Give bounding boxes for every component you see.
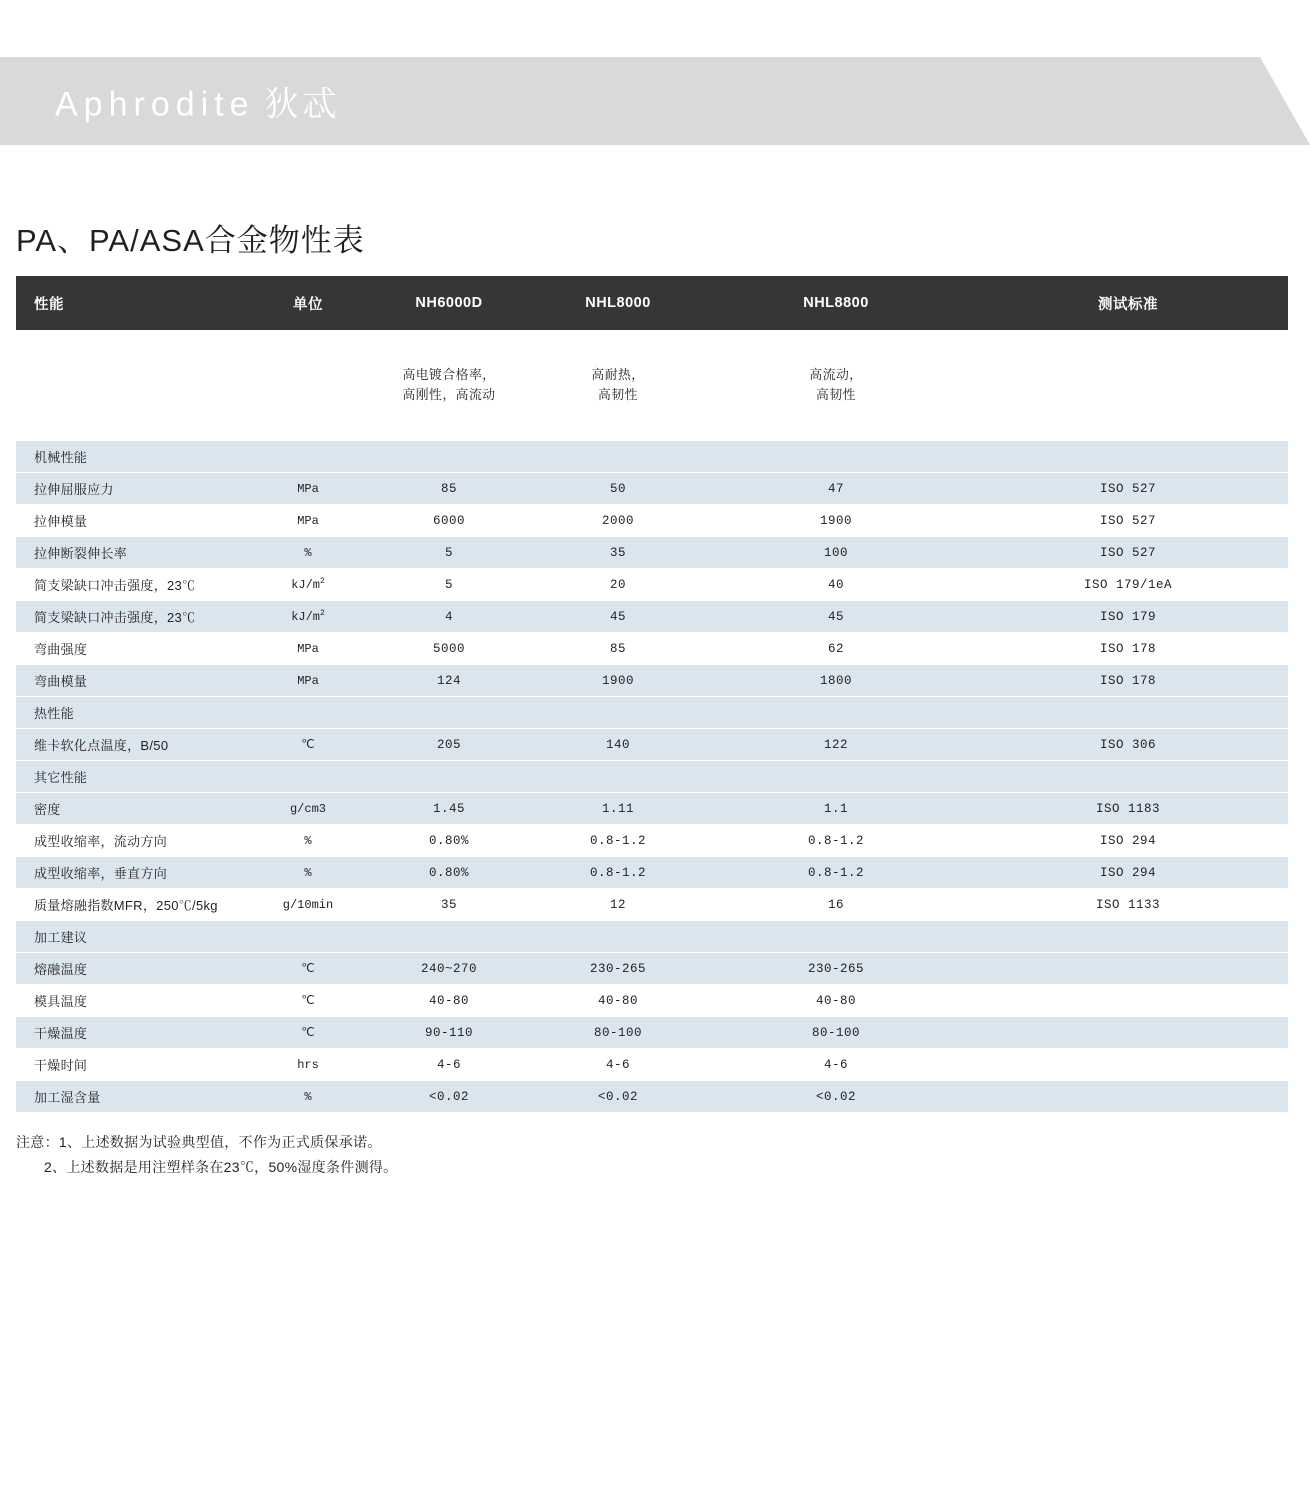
table-row [16,1049,1288,1081]
cell-standard: ISO 1183 [968,793,1288,825]
cell-unit: MPa [250,505,366,537]
cell-nhl8000: 20 [532,569,704,601]
cell-nh6000d [366,441,532,473]
table-row [16,505,1288,537]
table-row [16,825,1288,857]
cell-unit: g/10min [250,889,366,921]
cell-standard: ISO 1133 [968,889,1288,921]
cell-unit: % [250,1081,366,1113]
brand-name-en: Aphrodite [55,85,255,124]
cell-unit: hrs [250,1049,366,1081]
column-header-nhl8000: NHL8000 [532,276,704,330]
table-section-row [16,761,1288,793]
table-row [16,889,1288,921]
cell-standard: ISO 527 [968,473,1288,505]
table-row [16,985,1288,1017]
brand-name-cn: 狄忒 [264,85,341,124]
cell-standard: ISO 527 [968,537,1288,569]
cell-nh6000d: 124 [366,665,532,697]
cell-nh6000d: 4 [366,601,532,633]
cell-nh6000d [366,921,532,953]
cell-standard: ISO 178 [968,633,1288,665]
cell-nhl8000: 80-100 [532,1017,704,1049]
cell-standard: ISO 178 [968,665,1288,697]
cell-unit: % [250,857,366,889]
cell-nh6000d: 40-80 [366,985,532,1017]
cell-standard: ISO 179/1eA [968,569,1288,601]
table-section-row [16,921,1288,953]
table-header-row [16,276,1288,330]
cell-nhl8000: 230-265 [532,953,704,985]
brand-banner [0,57,1310,145]
cell-unit: $kJ/m^2$ [250,569,366,601]
cell-nhl8800: 1800 [704,665,968,697]
table-row [16,665,1288,697]
cell-nhl8800: 45 [704,601,968,633]
cell-standard [968,441,1288,473]
table-row [16,537,1288,569]
cell-property: 加工建议 [16,921,250,953]
cell-property: 成型收缩率，垂直方向 [16,857,250,889]
cell-nhl8800: 0.8-1.2 [704,825,968,857]
cell-property: 模具温度 [16,985,250,1017]
column-header-unit: 单位 [250,276,366,330]
table-row [16,729,1288,761]
cell-nh6000d [366,697,532,729]
cell-unit: % [250,537,366,569]
cell-property: 密度 [16,793,250,825]
cell-nh6000d: 6000 [366,505,532,537]
cell-nhl8000 [532,697,704,729]
cell-nhl8000: 4-6 [532,1049,704,1081]
cell-property: 热性能 [16,697,250,729]
note-line-1: 注意：1、上述数据为试验典型值，不作为正式质保承诺。 [16,1134,382,1150]
cell-unit: $kJ/m^2$ [250,601,366,633]
cell-nhl8800: 100 [704,537,968,569]
column-header-property: 性能 [16,276,250,330]
cell-nhl8000: 45 [532,601,704,633]
table-row [16,569,1288,601]
cell-nhl8000: 85 [532,633,704,665]
cell-unit: MPa [250,665,366,697]
cell-nhl8000: 140 [532,729,704,761]
property-table [16,276,1288,1113]
cell-nh6000d: <0.02 [366,1081,532,1113]
cell-nhl8800: 0.8-1.2 [704,857,968,889]
cell-standard: ISO 179 [968,601,1288,633]
cell-property: 机械性能 [16,441,250,473]
cell-nhl8000: 2000 [532,505,704,537]
cell-nh6000d [366,761,532,793]
desc-nhl8000: 高耐热， 高韧性 [532,330,704,441]
cell-nhl8800: 62 [704,633,968,665]
desc-property [16,330,250,441]
cell-nhl8000: <0.02 [532,1081,704,1113]
table-row [16,633,1288,665]
cell-nh6000d: 240~270 [366,953,532,985]
table-row [16,1017,1288,1049]
cell-property: 拉伸模量 [16,505,250,537]
cell-nh6000d: 4-6 [366,1049,532,1081]
cell-standard [968,1017,1288,1049]
cell-property: 其它性能 [16,761,250,793]
cell-property: 简支梁缺口冲击强度，23℃ [16,569,250,601]
note-line-2: 2、上述数据是用注塑样条在23℃，50%湿度条件测得。 [44,1158,398,1175]
cell-nhl8000: 12 [532,889,704,921]
cell-standard [968,1081,1288,1113]
table-row [16,1081,1288,1113]
desc-nh6000d: 高电镀合格率， 高刚性，高流动 [366,330,532,441]
cell-nhl8000 [532,921,704,953]
page-title: PA、PA/ASA合金物性表 [16,223,365,258]
cell-nhl8000 [532,441,704,473]
table-row [16,953,1288,985]
cell-property: 干燥温度 [16,1017,250,1049]
cell-property: 干燥时间 [16,1049,250,1081]
table-section-row [16,441,1288,473]
cell-unit [250,921,366,953]
cell-nhl8800: <0.02 [704,1081,968,1113]
cell-unit: ℃ [250,729,366,761]
cell-nhl8800: 1900 [704,505,968,537]
cell-nh6000d: 0.80% [366,825,532,857]
cell-nh6000d: 5000 [366,633,532,665]
column-header-nhl8800: NHL8800 [704,276,968,330]
table-row [16,793,1288,825]
cell-nh6000d: 35 [366,889,532,921]
cell-unit: ℃ [250,1017,366,1049]
cell-nhl8800 [704,921,968,953]
cell-nhl8800 [704,697,968,729]
cell-standard [968,697,1288,729]
cell-nh6000d: 90-110 [366,1017,532,1049]
cell-standard: ISO 294 [968,857,1288,889]
cell-nhl8800: 40-80 [704,985,968,1017]
cell-nhl8000: 1.11 [532,793,704,825]
cell-property: 熔融温度 [16,953,250,985]
cell-nh6000d: 5 [366,569,532,601]
column-header-standard: 测试标准 [968,276,1288,330]
desc-standard [968,330,1288,441]
desc-nhl8800: 高流动， 高韧性 [704,330,968,441]
table-row [16,857,1288,889]
cell-property: 弯曲模量 [16,665,250,697]
cell-nh6000d: 0.80% [366,857,532,889]
cell-unit: g/cm3 [250,793,366,825]
table-section-row [16,697,1288,729]
cell-nhl8000: 40-80 [532,985,704,1017]
cell-property: 成型收缩率，流动方向 [16,825,250,857]
cell-standard: ISO 306 [968,729,1288,761]
desc-unit [250,330,366,441]
cell-unit: % [250,825,366,857]
cell-unit [250,761,366,793]
cell-standard [968,921,1288,953]
cell-nh6000d: 85 [366,473,532,505]
table-row [16,601,1288,633]
cell-nhl8000 [532,761,704,793]
cell-nhl8800: 230-265 [704,953,968,985]
brand-title [55,77,341,126]
cell-nhl8800 [704,441,968,473]
cell-property: 简支梁缺口冲击强度，23℃ [16,601,250,633]
cell-nhl8800: 1.1 [704,793,968,825]
cell-standard [968,761,1288,793]
cell-nhl8800: 16 [704,889,968,921]
cell-nh6000d: 1.45 [366,793,532,825]
table-body [16,330,1288,1113]
cell-unit [250,441,366,473]
cell-nhl8000: 50 [532,473,704,505]
cell-nh6000d: 5 [366,537,532,569]
cell-unit: ℃ [250,953,366,985]
notes-block [16,1130,397,1179]
cell-property: 维卡软化点温度，B/50 [16,729,250,761]
cell-property: 弯曲强度 [16,633,250,665]
table-row [16,473,1288,505]
cell-nhl8800: 4-6 [704,1049,968,1081]
cell-nhl8800: 47 [704,473,968,505]
cell-standard [968,985,1288,1017]
cell-unit [250,697,366,729]
column-header-nh6000d: NH6000D [366,276,532,330]
grade-description-row [16,330,1288,441]
cell-nhl8000: 0.8-1.2 [532,857,704,889]
cell-standard: ISO 294 [968,825,1288,857]
cell-nhl8800 [704,761,968,793]
cell-nhl8800: 122 [704,729,968,761]
cell-nhl8800: 80-100 [704,1017,968,1049]
cell-nhl8000: 35 [532,537,704,569]
cell-nhl8800: 40 [704,569,968,601]
cell-property: 拉伸屈服应力 [16,473,250,505]
cell-standard [968,953,1288,985]
cell-property: 质量熔融指数MFR，250℃/5kg [16,889,250,921]
cell-property: 加工湿含量 [16,1081,250,1113]
cell-standard: ISO 527 [968,505,1288,537]
cell-standard [968,1049,1288,1081]
cell-unit: MPa [250,473,366,505]
cell-property: 拉伸断裂伸长率 [16,537,250,569]
cell-unit: ℃ [250,985,366,1017]
cell-nh6000d: 205 [366,729,532,761]
cell-unit: MPa [250,633,366,665]
cell-nhl8000: 0.8-1.2 [532,825,704,857]
cell-nhl8000: 1900 [532,665,704,697]
